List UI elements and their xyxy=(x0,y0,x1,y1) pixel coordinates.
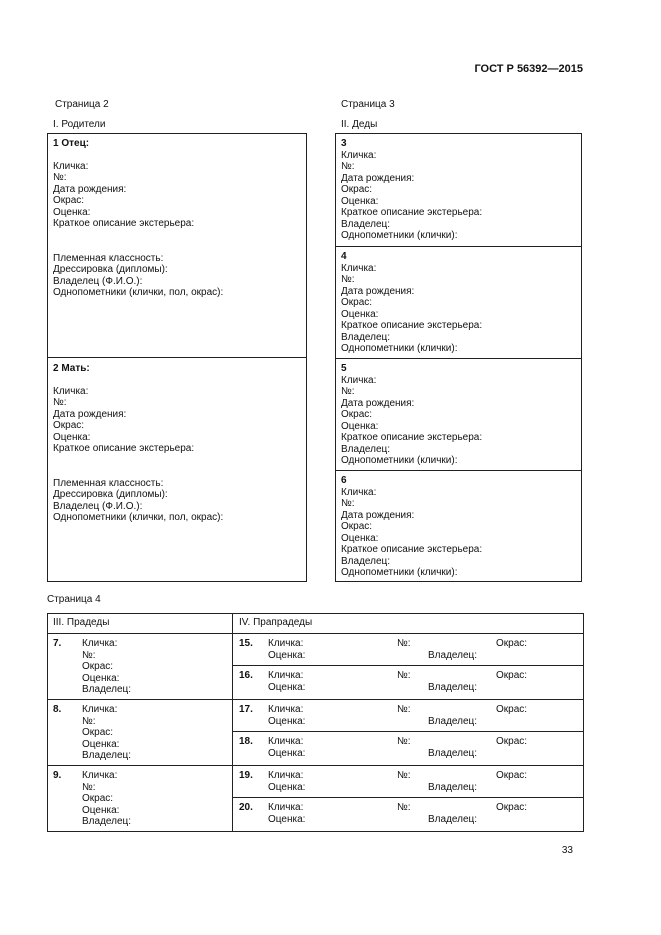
greatgreat-klichka: Кличка: xyxy=(268,770,304,781)
greatgreat-okras: Окрас: xyxy=(496,670,528,681)
table-column-divider xyxy=(232,613,233,832)
great-fields xyxy=(82,770,131,828)
grandparent-field: Окрас: xyxy=(341,521,373,532)
grandparent-field: Краткое описание экстерьера: xyxy=(341,544,483,555)
greatgreat-ocenka: Оценка: xyxy=(268,682,306,693)
grandparent-number: 6 xyxy=(341,475,347,486)
greatgreat-number: 16. xyxy=(239,670,253,681)
mother-field: №: xyxy=(53,397,67,408)
greatgreat-vladelec: Владелец: xyxy=(428,682,478,693)
grandparent-cell xyxy=(336,361,581,469)
father-field: Племенная классность: xyxy=(53,252,164,264)
grandparent-field: Оценка: xyxy=(341,420,379,432)
grandparent-field: Кличка: xyxy=(341,374,377,386)
mother-field: Окрас: xyxy=(53,420,85,431)
grandparent-field: Однопометники (клички): xyxy=(341,455,458,466)
great-field: №: xyxy=(82,781,96,793)
father-title: 1 Отец: xyxy=(53,138,90,149)
parents-divider xyxy=(47,357,307,358)
grandparent-number: 5 xyxy=(341,363,347,374)
mother-field: Дрессировка (дипломы): xyxy=(53,489,168,500)
page-number: 33 xyxy=(561,845,573,856)
greatgreat-ocenka: Оценка: xyxy=(268,814,306,825)
great-field: Окрас: xyxy=(82,661,114,672)
table-subrow-divider xyxy=(232,665,584,666)
great-field: Кличка: xyxy=(82,638,118,649)
grandparents-divider xyxy=(335,246,582,247)
mother-field: Дата рождения: xyxy=(53,408,127,420)
greatgreat-nomer: №: xyxy=(397,802,411,813)
mother-field: Краткое описание экстерьера: xyxy=(53,443,195,454)
greatgreat-vladelec: Владелец: xyxy=(428,748,478,759)
father-field: Однопометники (клички, пол, окрас): xyxy=(53,287,224,298)
mother-field: Однопометники (клички, пол, окрас): xyxy=(53,512,224,523)
greatgreat-number: 20. xyxy=(239,802,253,813)
greatgreat-ocenka: Оценка: xyxy=(268,782,306,793)
great-fields xyxy=(82,704,131,762)
table-subrow-divider xyxy=(232,797,584,798)
great-field: Кличка: xyxy=(82,704,118,715)
great-field: Окрас: xyxy=(82,727,114,738)
greatgreat-number: 18. xyxy=(239,736,253,747)
grandparents-divider xyxy=(335,470,582,471)
grandparent-field: Дата рождения: xyxy=(341,397,415,409)
greatgreat-okras: Окрас: xyxy=(496,638,528,649)
greatgreat-vladelec: Владелец: xyxy=(428,716,478,727)
great-field: №: xyxy=(82,715,96,727)
greatgreat-number: 17. xyxy=(239,704,253,715)
greatgreat-number: 19. xyxy=(239,770,253,781)
great-section-title: III. Прадеды xyxy=(53,617,110,628)
great-fields xyxy=(82,638,131,696)
great-field: Оценка: xyxy=(82,804,120,816)
greatgreat-section-title: IV. Прапрадеды xyxy=(239,617,313,628)
grandparent-field: Оценка: xyxy=(341,532,379,544)
mother-title: 2 Мать: xyxy=(53,363,90,374)
grandparent-field: Окрас: xyxy=(341,297,373,308)
grandparent-field: Оценка: xyxy=(341,195,379,207)
greatgreat-ocenka: Оценка: xyxy=(268,748,306,759)
page4-label: Страница 4 xyxy=(47,594,101,605)
father-field: Краткое описание экстерьера: xyxy=(53,218,195,229)
grandparent-field: Оценка: xyxy=(341,308,379,320)
grandparent-field: Однопометники (клички): xyxy=(341,343,458,354)
grandparent-cell xyxy=(336,136,581,244)
great-field: Окрас: xyxy=(82,793,114,804)
grandparent-field: Владелец: xyxy=(341,555,391,567)
document-standard-header: ГОСТ Р 56392—2015 xyxy=(474,63,583,75)
mother-field: Владелец (Ф.И.О.): xyxy=(53,500,143,512)
mother-field: Племенная классность: xyxy=(53,477,164,489)
grandparent-field: Окрас: xyxy=(341,184,373,195)
greatgreat-klichka: Кличка: xyxy=(268,704,304,715)
grandparent-field: Владелец: xyxy=(341,218,391,230)
mother-cell xyxy=(48,360,306,527)
father-field: Окрас: xyxy=(53,195,85,206)
greatgreat-okras: Окрас: xyxy=(496,802,528,813)
grandparent-field: Владелец: xyxy=(341,331,391,343)
greatgreat-nomer: №: xyxy=(397,670,411,681)
great-number: 8. xyxy=(53,704,62,715)
greatgreat-klichka: Кличка: xyxy=(268,802,304,813)
great-field: Кличка: xyxy=(82,770,118,781)
great-field: Владелец: xyxy=(82,750,132,761)
grandparent-number: 4 xyxy=(341,251,347,262)
greatgreat-nomer: №: xyxy=(397,736,411,747)
greatgreat-number: 15. xyxy=(239,638,253,649)
greatgreat-okras: Окрас: xyxy=(496,770,528,781)
table-header-divider xyxy=(47,633,584,634)
table-subrow-divider xyxy=(232,731,584,732)
father-field: Дата рождения: xyxy=(53,183,127,195)
grandparent-field: №: xyxy=(341,498,355,509)
grandparent-field: Однопометники (клички): xyxy=(341,230,458,241)
table-row-divider xyxy=(47,699,584,700)
great-number: 7. xyxy=(53,638,62,649)
great-field: Оценка: xyxy=(82,672,120,684)
grandparent-cell xyxy=(336,473,581,581)
father-field: №: xyxy=(53,172,67,183)
page2-section-title: I. Родители xyxy=(53,119,106,130)
grandparent-field: Дата рождения: xyxy=(341,285,415,297)
greatgreat-okras: Окрас: xyxy=(496,704,528,715)
grandparent-field: Однопометники (клички): xyxy=(341,567,458,578)
grandparent-field: Краткое описание экстерьера: xyxy=(341,207,483,218)
grandparent-field: Дата рождения: xyxy=(341,172,415,184)
greatgreat-klichka: Кличка: xyxy=(268,638,304,649)
page3-section-title: II. Деды xyxy=(341,119,378,130)
grandparent-cell xyxy=(336,249,581,357)
greatgreat-okras: Окрас: xyxy=(496,736,528,747)
grandparent-field: Краткое описание экстерьера: xyxy=(341,432,483,443)
greatgreat-nomer: №: xyxy=(397,704,411,715)
father-field: Владелец (Ф.И.О.): xyxy=(53,275,143,287)
mother-field: Оценка: xyxy=(53,431,91,443)
greatgreat-ocenka: Оценка: xyxy=(268,716,306,727)
grandparent-field: Краткое описание экстерьера: xyxy=(341,320,483,331)
greatgreat-vladelec: Владелец: xyxy=(428,650,478,661)
grandparent-field: Кличка: xyxy=(341,149,377,161)
great-field: №: xyxy=(82,649,96,661)
grandparent-field: №: xyxy=(341,274,355,285)
father-cell xyxy=(48,135,306,302)
grandparent-number: 3 xyxy=(341,138,347,149)
grandparent-field: Дата рождения: xyxy=(341,509,415,521)
great-field: Оценка: xyxy=(82,738,120,750)
father-field: Дрессировка (дипломы): xyxy=(53,264,168,275)
greatgreat-ocenka: Оценка: xyxy=(268,650,306,661)
page3-label: Страница 3 xyxy=(341,99,395,110)
father-field: Оценка: xyxy=(53,206,91,218)
table-row-divider xyxy=(47,765,584,766)
greatgreat-nomer: №: xyxy=(397,638,411,649)
mother-field: Кличка: xyxy=(53,385,89,397)
page2-label: Страница 2 xyxy=(55,99,109,110)
grandparent-field: Кличка: xyxy=(341,262,377,274)
grandparent-field: №: xyxy=(341,386,355,397)
father-field: Кличка: xyxy=(53,160,89,172)
greatgreat-vladelec: Владелец: xyxy=(428,814,478,825)
greatgreat-nomer: №: xyxy=(397,770,411,781)
greatgreat-klichka: Кличка: xyxy=(268,736,304,747)
greatgreat-klichka: Кличка: xyxy=(268,670,304,681)
grandparents-divider xyxy=(335,358,582,359)
greatgreat-vladelec: Владелец: xyxy=(428,782,478,793)
grandparent-field: Владелец: xyxy=(341,443,391,455)
great-number: 9. xyxy=(53,770,62,781)
great-field: Владелец: xyxy=(82,816,132,827)
grandparent-field: Окрас: xyxy=(341,409,373,420)
grandparent-field: №: xyxy=(341,161,355,172)
great-field: Владелец: xyxy=(82,684,132,695)
grandparent-field: Кличка: xyxy=(341,486,377,498)
